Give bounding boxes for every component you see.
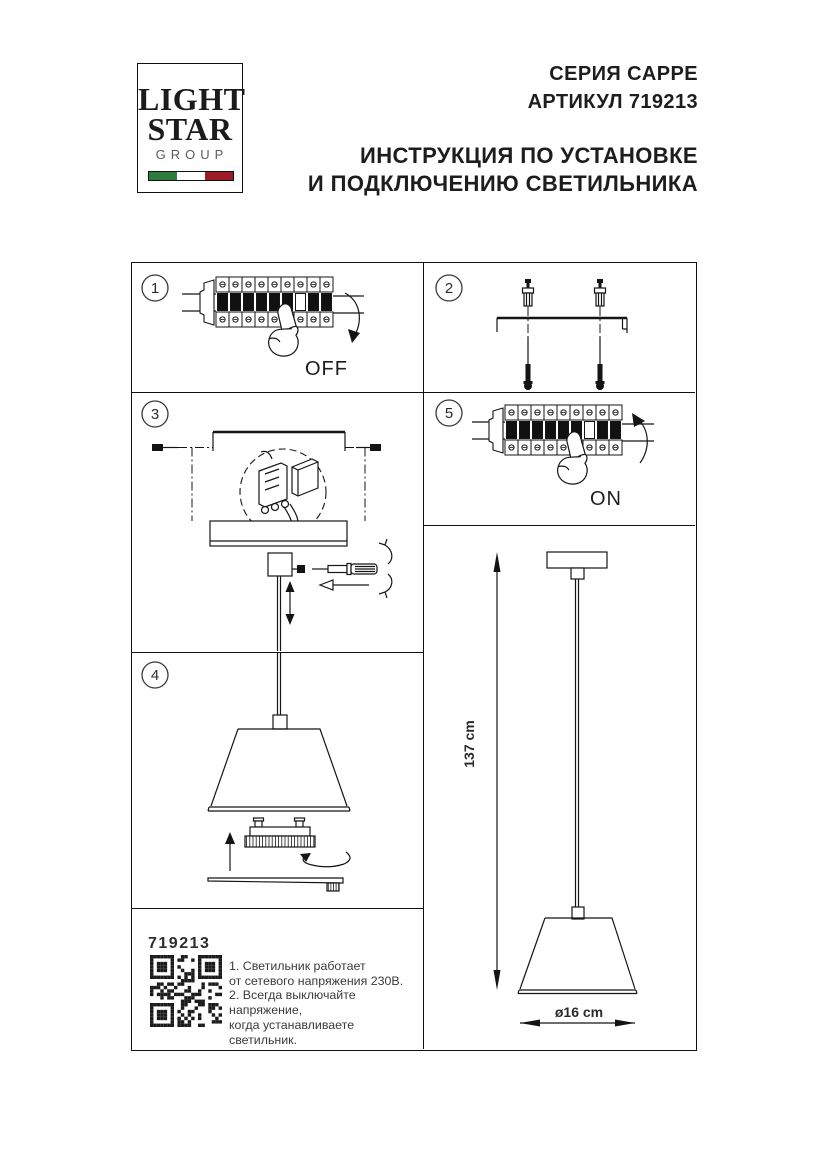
screwdriver-icon bbox=[312, 564, 377, 575]
safety-notes bbox=[229, 959, 423, 1047]
canopy bbox=[210, 521, 347, 546]
panel-step-1 bbox=[132, 263, 424, 393]
insert-arrow bbox=[320, 580, 369, 590]
height-dimension-label: 137 cm bbox=[461, 720, 477, 768]
steps-grid bbox=[131, 262, 697, 1051]
panel-step-3 bbox=[132, 393, 424, 653]
logo-word-light: LIGHT bbox=[138, 81, 246, 117]
screw-icon bbox=[524, 337, 533, 390]
step5-number: 5 bbox=[444, 405, 454, 422]
diffuser-plate bbox=[208, 878, 343, 891]
step1-number: 1 bbox=[150, 280, 160, 297]
set-screw bbox=[297, 565, 305, 573]
screw-icon bbox=[596, 337, 605, 390]
step4-number: 4 bbox=[150, 667, 160, 684]
note-line-2: от сетевого напряжения 230В. bbox=[229, 973, 404, 988]
lamp-shade bbox=[208, 729, 350, 811]
canopy-stem bbox=[268, 553, 292, 576]
step5-diagram bbox=[424, 393, 693, 524]
instruction-title bbox=[308, 142, 698, 198]
led-lamp-module bbox=[245, 818, 315, 847]
panel-footer bbox=[132, 909, 424, 1049]
rotate-arrow bbox=[385, 545, 392, 592]
wall-anchor-icon bbox=[523, 279, 534, 306]
on-label: ON bbox=[590, 488, 622, 510]
diameter-dimension bbox=[520, 1004, 635, 1027]
panel-step-4 bbox=[132, 653, 424, 909]
series-title: СЕРИЯ CAPPE bbox=[549, 63, 698, 85]
instruction-line-2: И ПОДКЛЮЧЕНИЮ СВЕТИЛЬНИКА bbox=[307, 171, 698, 196]
ceiling-canopy bbox=[547, 552, 607, 568]
attach-arrow bbox=[225, 832, 235, 871]
step2-number: 2 bbox=[444, 280, 454, 297]
note-line-1: 1. Светильник работает bbox=[229, 959, 366, 973]
footer-article-number: 719213 bbox=[148, 935, 211, 952]
step3-number: 3 bbox=[150, 406, 160, 423]
diameter-dimension-label: ø16 cm bbox=[554, 1004, 604, 1020]
logo-word-star: STAR bbox=[147, 111, 233, 147]
circuit-breaker-drawing bbox=[489, 405, 622, 455]
logo-word-group: GROUP bbox=[155, 147, 229, 162]
socket-holder bbox=[572, 907, 584, 919]
rotate-arrow bbox=[300, 852, 350, 867]
lamp-dimensions-diagram bbox=[424, 526, 693, 1047]
height-adjust-arrow bbox=[286, 581, 295, 625]
flag-white bbox=[177, 172, 205, 180]
canopy-stem bbox=[571, 568, 584, 579]
panel-step-2 bbox=[424, 263, 695, 393]
step1-diagram bbox=[132, 263, 422, 391]
step2-diagram bbox=[424, 263, 693, 391]
note-line-3: 2. Всегда выключайте напряжение, bbox=[229, 988, 356, 1018]
lightstar-logo bbox=[137, 63, 246, 193]
off-label: OFF bbox=[305, 358, 348, 380]
flag-green bbox=[149, 172, 177, 180]
article-title: АРТИКУЛ 719213 bbox=[527, 91, 698, 113]
qr-code bbox=[150, 955, 222, 1027]
height-dimension bbox=[461, 552, 501, 990]
socket-holder bbox=[273, 715, 287, 729]
instruction-line-1: ИНСТРУКЦИЯ ПО УСТАНОВКЕ bbox=[360, 143, 698, 168]
panel-step-5 bbox=[424, 393, 695, 526]
lamp-shade bbox=[518, 918, 637, 994]
step4-diagram bbox=[132, 653, 422, 907]
header-block bbox=[528, 60, 698, 116]
panel-lamp-overview bbox=[424, 526, 695, 1049]
note-line-4: когда устанавливаете светильник. bbox=[229, 1017, 355, 1047]
arrow-down-curve bbox=[345, 293, 359, 335]
italian-flag-bar bbox=[148, 171, 234, 181]
wall-anchor-icon bbox=[595, 279, 606, 306]
circuit-breaker-drawing bbox=[200, 277, 333, 327]
step3-diagram bbox=[132, 393, 422, 651]
flag-red bbox=[205, 172, 233, 180]
